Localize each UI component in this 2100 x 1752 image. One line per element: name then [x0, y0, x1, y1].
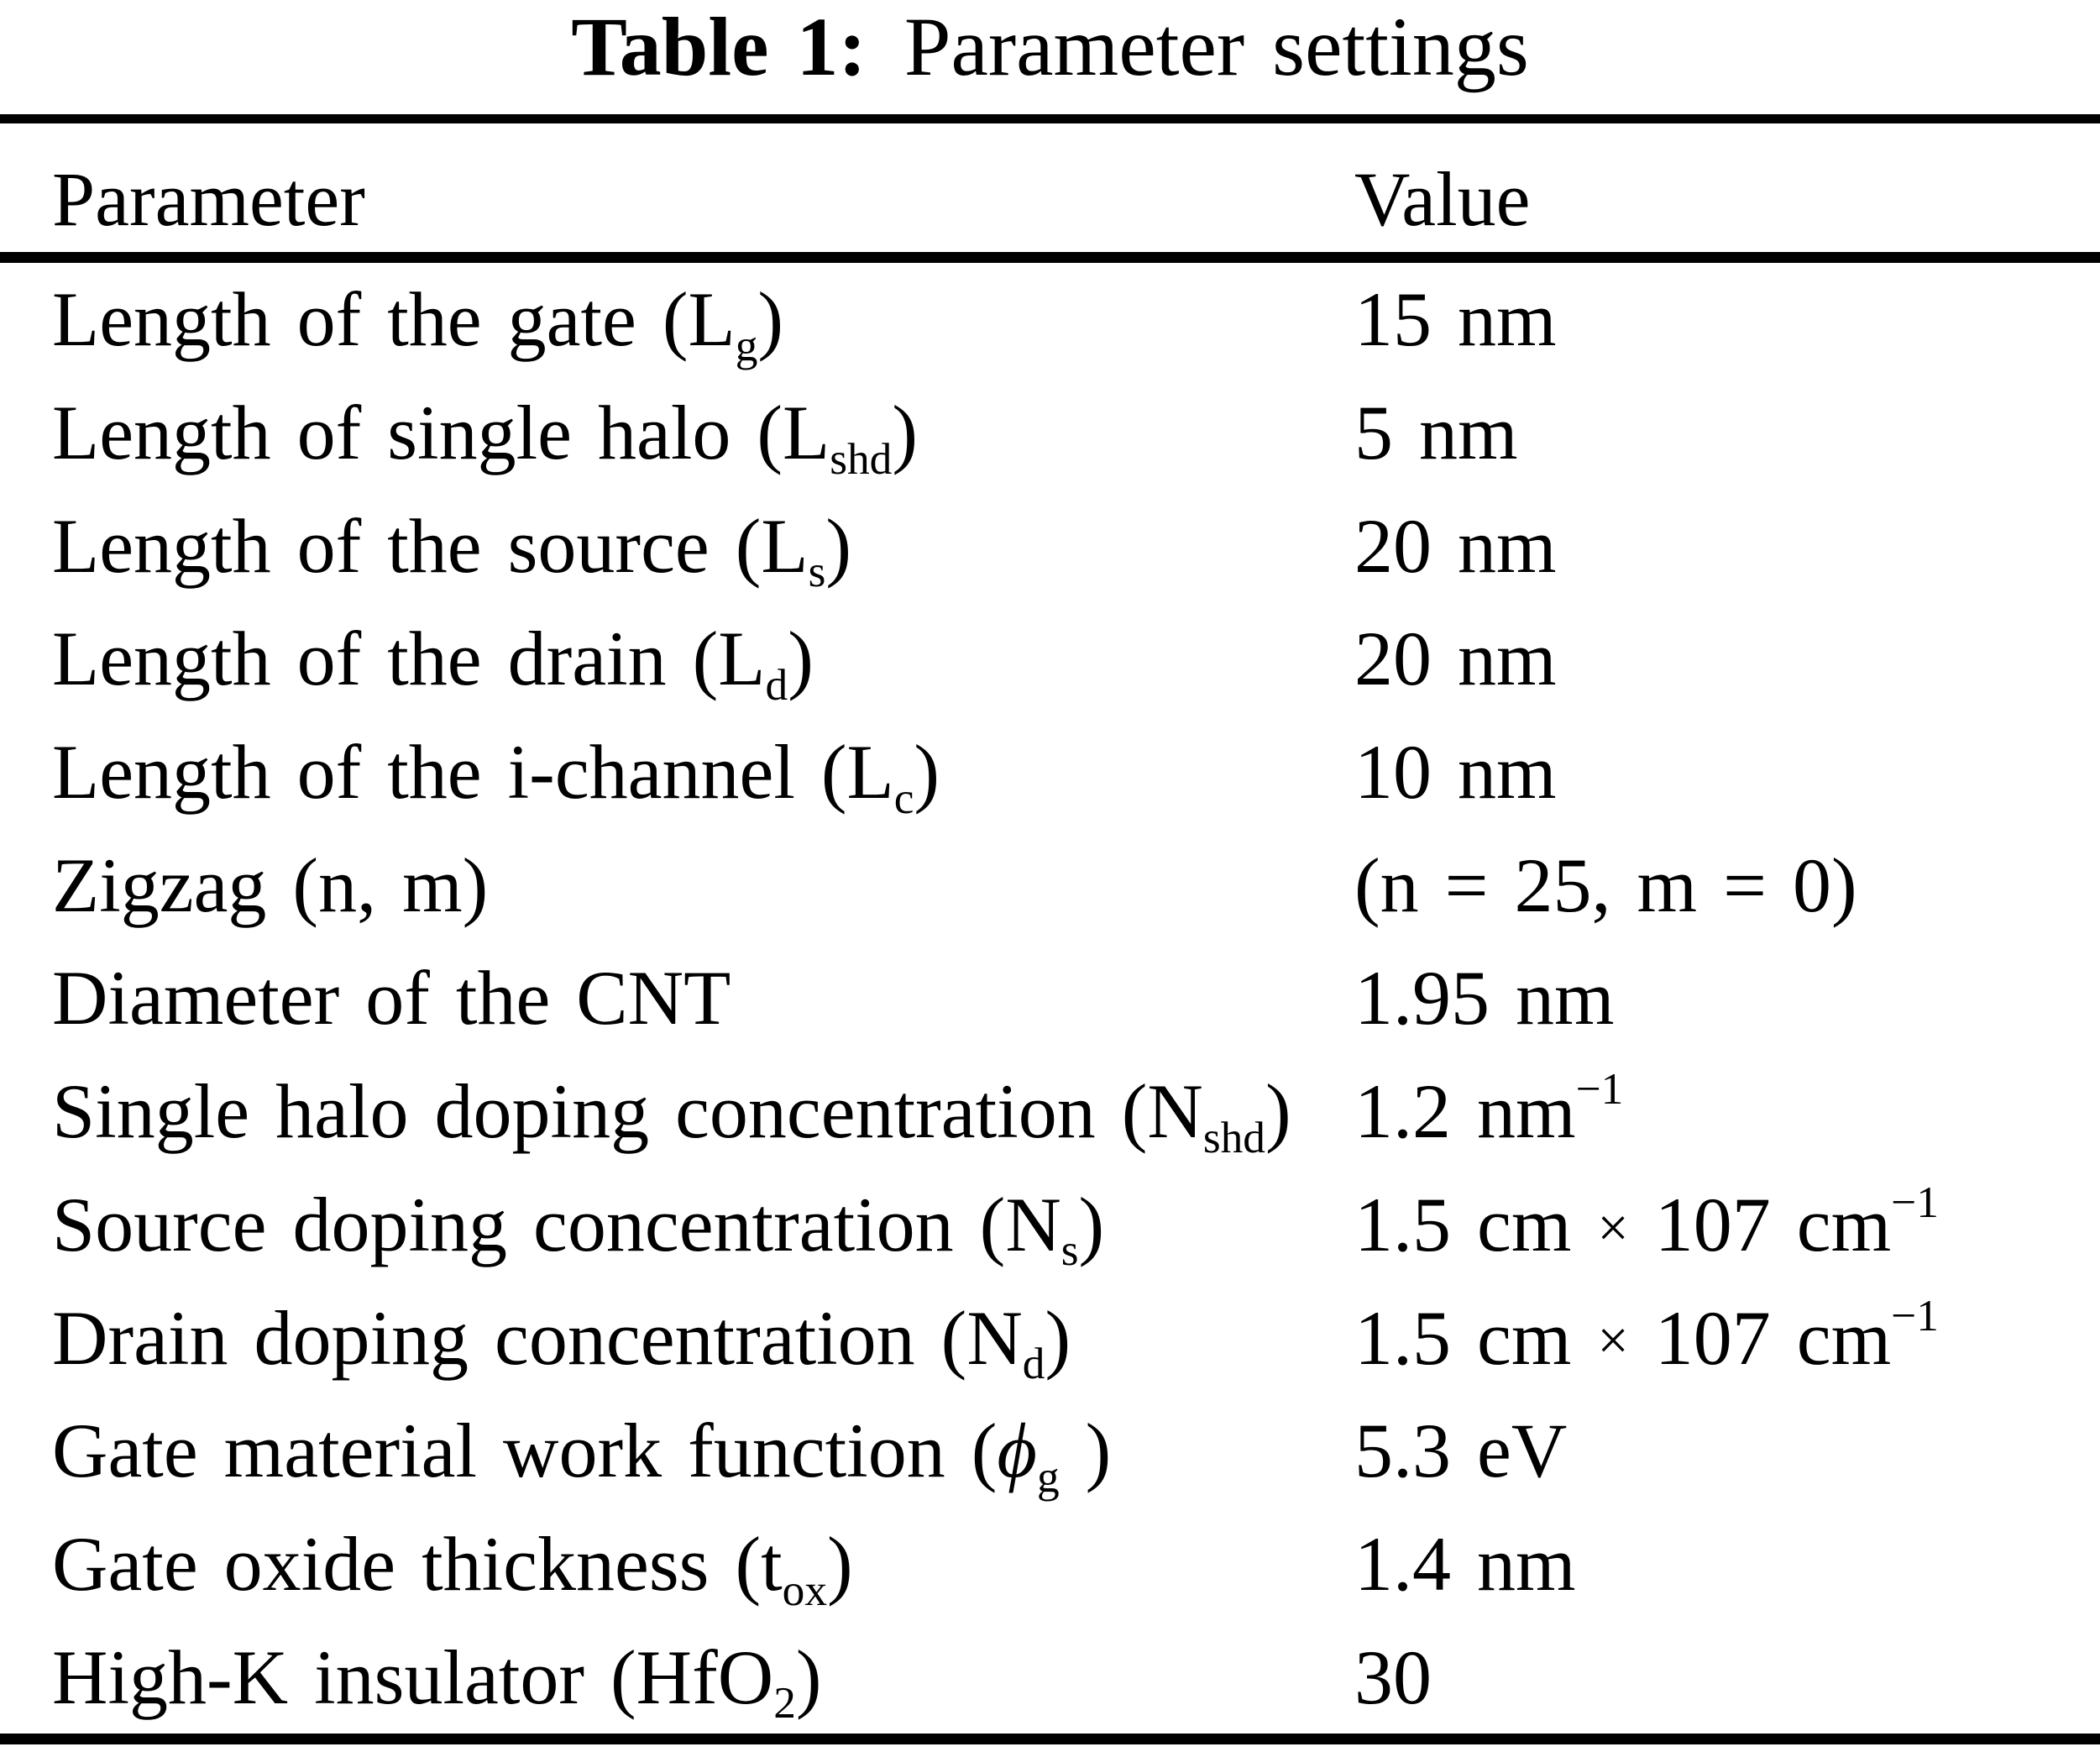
value-cell [1354, 1519, 2100, 1608]
value-cell [1354, 1289, 2100, 1382]
text-segment: 15 nm [1354, 276, 1557, 363]
text-segment: ) [1045, 1294, 1071, 1381]
table-row [0, 1620, 2100, 1734]
text-segment: ) [825, 502, 851, 589]
table-caption: Parameter settings [903, 0, 1529, 93]
table-row [0, 602, 2100, 716]
subscript: d [1022, 1338, 1045, 1389]
subscript: g [735, 319, 758, 370]
col-header-parameter: Parameter [52, 156, 365, 242]
text-segment: High-K insulator (HfO [52, 1634, 774, 1720]
table-row [0, 942, 2100, 1055]
subscript: c [893, 772, 914, 823]
table-row [0, 1055, 2100, 1168]
text-segment: 107 cm [1628, 1181, 1892, 1267]
text-segment: ) [914, 729, 940, 816]
text-segment: ) [1265, 1068, 1291, 1155]
text-segment: Single halo doping concentration (N [52, 1068, 1203, 1155]
table-number-label: Table 1: [571, 0, 867, 93]
text-segment: 20 nm [1354, 616, 1557, 702]
parameter-cell [0, 1633, 1354, 1728]
parameter-cell [0, 388, 1354, 484]
text-segment: 20 nm [1354, 502, 1557, 589]
table-row [0, 263, 2100, 376]
superscript: −1 [1891, 1289, 1939, 1340]
text-segment: 5.3 eV [1354, 1408, 1568, 1494]
parameter-cell [0, 953, 1354, 1042]
text-segment: ) [795, 1634, 822, 1720]
text-segment: Length of the i-channel (L [52, 729, 894, 816]
multiplication-sign: × [1597, 1197, 1629, 1259]
text-segment: 1.5 cm [1354, 1294, 1598, 1381]
subscript: s [808, 546, 826, 597]
text-segment: Length of the drain (L [52, 616, 766, 702]
table-row [0, 489, 2100, 602]
parameter-cell [0, 1067, 1354, 1162]
text-segment: ) [827, 1520, 853, 1607]
value-cell [1354, 1633, 2100, 1722]
subscript: d [765, 659, 788, 710]
table-title [0, 0, 2100, 114]
table-row [0, 716, 2100, 829]
text-segment: 1.95 nm [1354, 955, 1615, 1041]
parameter-cell [0, 275, 1354, 370]
superscript: −1 [1891, 1176, 1939, 1227]
phi-symbol: ϕ [997, 1408, 1037, 1494]
text-segment: 107 cm [1628, 1294, 1892, 1381]
value-cell [1354, 1176, 2100, 1269]
text-segment: Gate material work function ( [52, 1408, 998, 1494]
text-segment: Length of the source (L [52, 502, 809, 589]
value-cell [1354, 841, 2100, 930]
text-segment: Length of the gate (L [52, 276, 736, 363]
value-cell [1354, 275, 2100, 364]
table-row [0, 1508, 2100, 1621]
text-segment: 1.2 nm [1354, 1068, 1576, 1155]
text-segment: 30 [1354, 1634, 1432, 1720]
subscript: 2 [773, 1677, 796, 1728]
subscript: shd [1202, 1111, 1265, 1162]
table-row [0, 1394, 2100, 1508]
text-segment: Diameter of the CNT [52, 955, 731, 1041]
subscript: ox [782, 1564, 828, 1615]
text-segment: 1.4 nm [1354, 1520, 1576, 1607]
parameter-cell [0, 841, 1354, 930]
value-cell [1354, 614, 2100, 703]
parameter-cell [0, 1519, 1354, 1615]
text-segment: Drain doping concentration (N [52, 1294, 1023, 1381]
top-rule [0, 114, 2100, 123]
parameter-cell [0, 1180, 1354, 1276]
text-segment: ) [788, 616, 814, 702]
parameter-cell [0, 1406, 1354, 1502]
parameter-cell [0, 727, 1354, 823]
text-segment: 1.5 cm [1354, 1181, 1598, 1267]
text-segment: (n = 25, m = 0) [1354, 842, 1857, 928]
table-row [0, 1281, 2100, 1394]
text-segment: 10 nm [1354, 729, 1557, 816]
value-cell [1354, 953, 2100, 1042]
parameter-cell [0, 501, 1354, 597]
table-row [0, 376, 2100, 490]
text-segment: Length of single halo (L [52, 390, 830, 476]
text-segment: ) [1059, 1408, 1112, 1494]
text-segment: ) [892, 390, 918, 476]
table-body [0, 263, 2100, 1734]
text-segment: ) [757, 276, 784, 363]
value-cell [1354, 388, 2100, 477]
subscript: shd [830, 433, 893, 484]
value-cell [1354, 501, 2100, 590]
parameter-cell [0, 1293, 1354, 1389]
subscript: g [1036, 1450, 1060, 1502]
multiplication-sign: × [1597, 1310, 1629, 1372]
text-segment: 5 nm [1354, 390, 1518, 476]
header-row [0, 123, 2100, 252]
table-row [0, 828, 2100, 942]
text-segment: Source doping concentration (N [52, 1181, 1061, 1267]
value-cell [1354, 1063, 2100, 1156]
value-cell [1354, 727, 2100, 816]
subscript: s [1060, 1225, 1079, 1276]
table-row [0, 1168, 2100, 1282]
text-segment: ) [1078, 1181, 1105, 1267]
parameter-cell [0, 614, 1354, 710]
header-rule [0, 252, 2100, 263]
text-segment: Gate oxide thickness (t [52, 1520, 783, 1607]
bottom-rule [0, 1734, 2100, 1744]
col-header-value: Value [1354, 156, 1531, 242]
text-segment: Zigzag (n, m) [52, 842, 489, 928]
value-cell [1354, 1406, 2100, 1495]
superscript: −1 [1575, 1063, 1624, 1115]
